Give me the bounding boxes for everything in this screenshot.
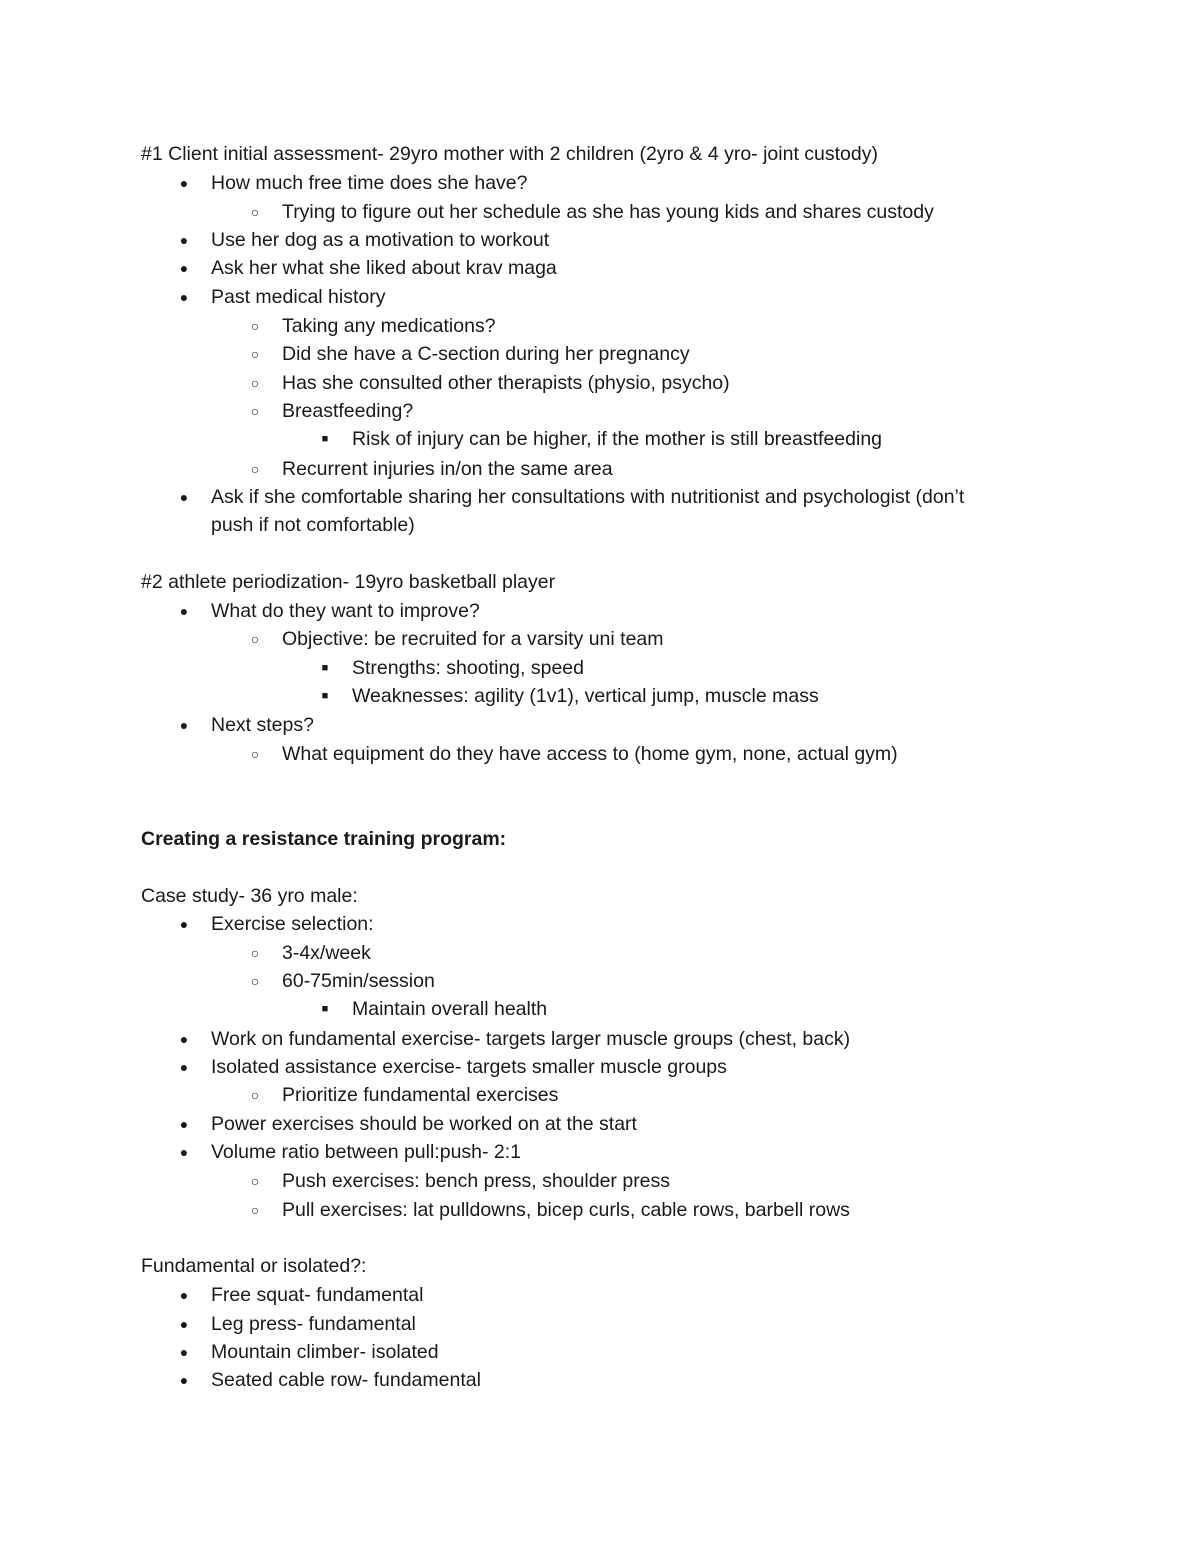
hollow-bullet-icon: ○: [250, 346, 260, 362]
list-item: Free squat- fundamental: [211, 1284, 424, 1306]
list-item: How much free time does she have?: [211, 172, 528, 194]
list-item: Past medical history: [211, 286, 386, 308]
list-item: Next steps?: [211, 714, 314, 736]
list-item: Power exercises should be worked on at the start: [211, 1113, 637, 1135]
list-item: Ask her what she liked about krav maga: [211, 257, 557, 279]
hollow-bullet-icon: ○: [250, 461, 260, 477]
list-item: Weaknesses: agility (1v1), vertical jump, muscle mass: [352, 685, 819, 707]
list-item: Strengths: shooting, speed: [352, 657, 584, 679]
bullet-icon: ●: [179, 1144, 189, 1160]
section1-heading: #1 Client initial assessment- 29yro mother with 2 children (2yro & 4 yro- joint custody): [141, 143, 878, 165]
bullet-icon: ●: [179, 1287, 189, 1303]
hollow-bullet-icon: ○: [250, 945, 260, 961]
list-item: Recurrent injuries in/on the same area: [282, 458, 613, 480]
section4-heading: Fundamental or isolated?:: [141, 1255, 367, 1277]
section3-title: Creating a resistance training program:: [141, 828, 507, 850]
list-item: Leg press- fundamental: [211, 1313, 416, 1335]
hollow-bullet-icon: ○: [250, 375, 260, 391]
hollow-bullet-icon: ○: [250, 204, 260, 220]
list-item: Use her dog as a motivation to workout: [211, 229, 550, 251]
list-item: Push exercises: bench press, shoulder press: [282, 1170, 671, 1192]
hollow-bullet-icon: ○: [250, 403, 260, 419]
list-item: 3-4x/week: [282, 942, 371, 964]
list-item: Mountain climber- isolated: [211, 1341, 439, 1363]
hollow-bullet-icon: ○: [250, 973, 260, 989]
hollow-bullet-icon: ○: [250, 1202, 260, 1218]
list-item: Maintain overall health: [352, 998, 548, 1020]
list-item: Risk of injury can be higher, if the mother is still breastfeeding: [352, 428, 883, 450]
bullet-icon: ●: [179, 1031, 189, 1047]
list-item: Taking any medications?: [282, 315, 496, 337]
list-item: Exercise selection:: [211, 913, 374, 935]
square-bullet-icon: ■: [321, 690, 329, 702]
bullet-icon: ●: [179, 260, 189, 276]
list-item: Work on fundamental exercise- targets larger muscle groups (chest, back): [211, 1028, 851, 1050]
list-item: Did she have a C-section during her pregnancy: [282, 343, 690, 365]
hollow-bullet-icon: ○: [250, 631, 260, 647]
list-item: Has she consulted other therapists (physio, psycho): [282, 372, 730, 394]
section2-heading: #2 athlete periodization- 19yro basketball player: [141, 571, 556, 593]
list-item: Prioritize fundamental exercises: [282, 1084, 559, 1106]
bullet-icon: ●: [179, 175, 189, 191]
case-study-heading: Case study- 36 yro male:: [141, 885, 358, 907]
list-item: Objective: be recruited for a varsity uni team: [282, 628, 664, 650]
bullet-icon: ●: [179, 1372, 189, 1388]
bullet-icon: ●: [179, 1316, 189, 1332]
list-item: What equipment do they have access to (home gym, none, actual gym): [282, 743, 898, 765]
list-item-continuation: push if not comfortable): [211, 514, 415, 536]
bullet-icon: ●: [179, 232, 189, 248]
list-item: Volume ratio between pull:push- 2:1: [211, 1141, 522, 1163]
list-item: Isolated assistance exercise- targets smaller muscle groups: [211, 1056, 727, 1078]
bullet-icon: ●: [179, 289, 189, 305]
square-bullet-icon: ■: [321, 1003, 329, 1015]
list-item: Ask if she comfortable sharing her consultations with nutritionist and psychologist (don’t: [211, 486, 965, 508]
hollow-bullet-icon: ○: [250, 318, 260, 334]
square-bullet-icon: ■: [321, 433, 329, 445]
bullet-icon: ●: [179, 1116, 189, 1132]
list-item: 60-75min/session: [282, 970, 435, 992]
list-item: Pull exercises: lat pulldowns, bicep curls, cable rows, barbell rows: [282, 1199, 850, 1221]
list-item: Seated cable row- fundamental: [211, 1369, 481, 1391]
bullet-icon: ●: [179, 916, 189, 932]
list-item: Breastfeeding?: [282, 400, 414, 422]
list-item: What do they want to improve?: [211, 600, 480, 622]
bullet-icon: ●: [179, 717, 189, 733]
bullet-icon: ●: [179, 1344, 189, 1360]
hollow-bullet-icon: ○: [250, 1173, 260, 1189]
bullet-icon: ●: [179, 489, 189, 505]
square-bullet-icon: ■: [321, 662, 329, 674]
hollow-bullet-icon: ○: [250, 746, 260, 762]
bullet-icon: ●: [179, 603, 189, 619]
hollow-bullet-icon: ○: [250, 1087, 260, 1103]
list-item: Trying to figure out her schedule as she has young kids and shares custody: [282, 201, 934, 223]
bullet-icon: ●: [179, 1059, 189, 1075]
